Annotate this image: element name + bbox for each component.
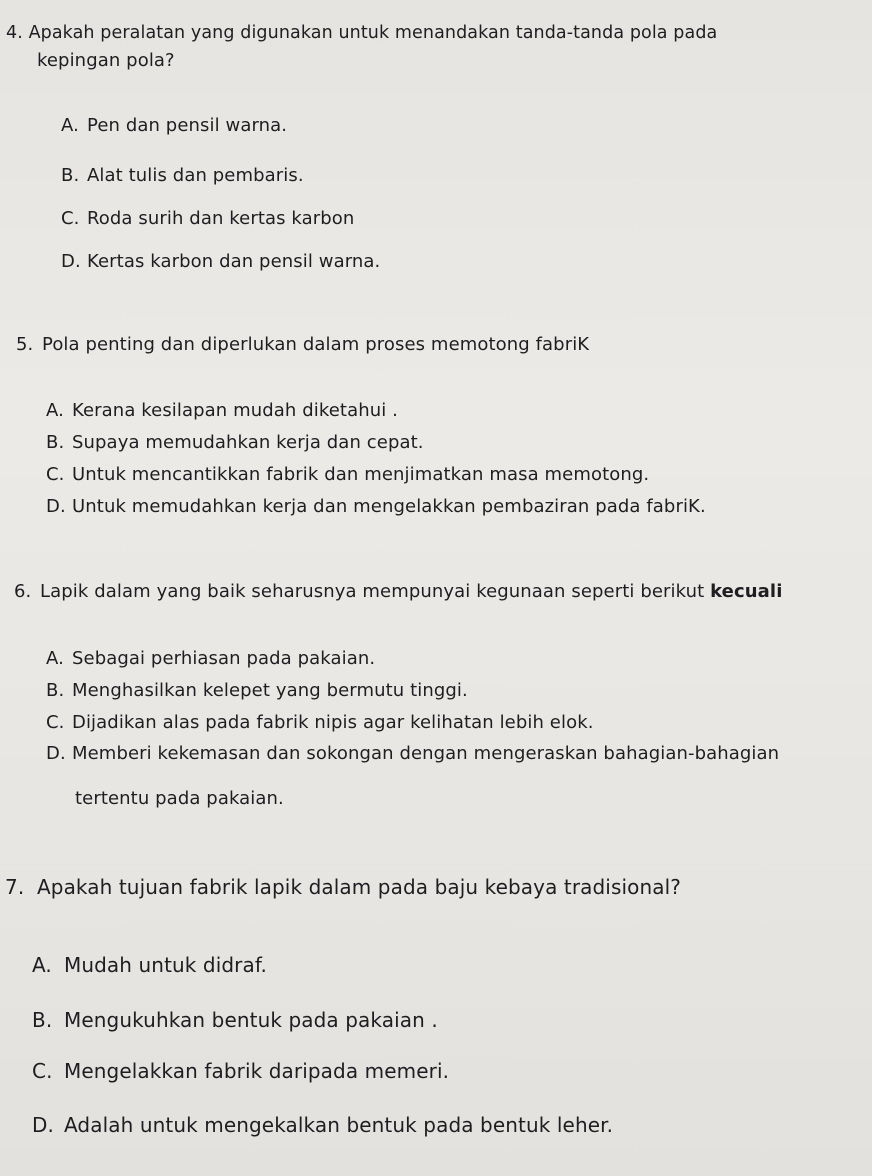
- option-d[interactable]: [61, 251, 380, 273]
- option-a[interactable]: [32, 954, 267, 976]
- option-letter: C.: [46, 712, 65, 733]
- option-text: Dijadikan alas pada fabrik nipis agar kelihatan lebih elok.: [72, 712, 594, 733]
- option-text: Untuk mencantikkan fabrik dan menjimatkan masa memotong.: [72, 464, 650, 485]
- question-number: 7.: [5, 875, 25, 899]
- option-letter: B.: [32, 1008, 53, 1032]
- question-text: [5, 876, 681, 898]
- emphasis-word: kecuali: [710, 581, 783, 602]
- option-d[interactable]: [32, 1114, 613, 1136]
- option-text: Kertas karbon dan pensil warna.: [87, 251, 381, 272]
- option-letter: C.: [46, 464, 65, 485]
- question-text: [6, 22, 717, 44]
- option-text: Kerana kesilapan mudah diketahui .: [72, 400, 398, 421]
- option-text: Pen dan pensil warna.: [87, 115, 288, 136]
- option-text: Roda surih dan kertas karbon: [87, 208, 355, 229]
- option-b[interactable]: [46, 680, 468, 702]
- question-text: [16, 334, 589, 356]
- option-b[interactable]: [32, 1009, 438, 1031]
- option-letter: D.: [32, 1113, 54, 1137]
- option-letter: A.: [46, 648, 64, 669]
- option-a[interactable]: [46, 400, 398, 422]
- option-text: Mudah untuk didraf.: [64, 953, 267, 977]
- question-line-1: Lapik dalam yang baik seharusnya mempunyai kegunaan seperti berikut: [40, 581, 705, 602]
- option-letter: B.: [46, 432, 65, 453]
- question-number: 6.: [14, 581, 32, 602]
- option-letter: C.: [61, 208, 80, 229]
- option-letter: B.: [61, 165, 80, 186]
- option-text: Menghasilkan kelepet yang bermutu tinggi.: [72, 680, 468, 701]
- option-b[interactable]: [46, 432, 424, 454]
- option-letter: D.: [46, 743, 66, 764]
- option-c[interactable]: [46, 712, 594, 734]
- option-letter: D.: [61, 251, 81, 272]
- option-a[interactable]: [46, 648, 375, 670]
- option-text: Alat tulis dan pembaris.: [87, 165, 304, 186]
- option-letter: A.: [61, 115, 79, 136]
- option-d[interactable]: [46, 743, 779, 765]
- question-line-1: Apakah tujuan fabrik lapik dalam pada baju kebaya tradisional?: [37, 875, 681, 899]
- option-text: Mengelakkan fabrik daripada memeri.: [64, 1059, 450, 1083]
- option-text: Adalah untuk mengekalkan bentuk pada bentuk leher.: [64, 1113, 614, 1137]
- question-text: [14, 581, 782, 603]
- option-letter: C.: [32, 1059, 53, 1083]
- option-c[interactable]: [46, 464, 649, 486]
- question-line-1: Pola penting dan diperlukan dalam proses memotong fabriK: [42, 334, 590, 355]
- option-letter: D.: [46, 496, 66, 517]
- question-line-2: kepingan pola?: [37, 50, 175, 71]
- question-number: 4.: [6, 23, 23, 43]
- option-c[interactable]: [61, 208, 354, 230]
- option-a[interactable]: [61, 115, 287, 137]
- option-b[interactable]: [61, 165, 304, 187]
- option-letter: A.: [46, 400, 64, 421]
- option-text: Supaya memudahkan kerja dan cepat.: [72, 432, 424, 453]
- option-d-line-2: tertentu pada pakaian.: [75, 788, 284, 809]
- option-text: Memberi kekemasan dan sokongan dengan mengeraskan bahagian-bahagian: [72, 743, 780, 764]
- option-text: Mengukuhkan bentuk pada pakaian .: [64, 1008, 438, 1032]
- option-text: Sebagai perhiasan pada pakaian.: [72, 648, 376, 669]
- option-d[interactable]: [46, 496, 706, 518]
- question-line-1: Apakah peralatan yang digunakan untuk menandakan tanda-tanda pola pada: [28, 23, 718, 43]
- option-text: Untuk memudahkan kerja dan mengelakkan pembaziran pada fabriK.: [72, 496, 706, 517]
- option-letter: A.: [32, 953, 52, 977]
- option-letter: B.: [46, 680, 65, 701]
- question-number: 5.: [16, 334, 34, 355]
- option-c[interactable]: [32, 1060, 449, 1082]
